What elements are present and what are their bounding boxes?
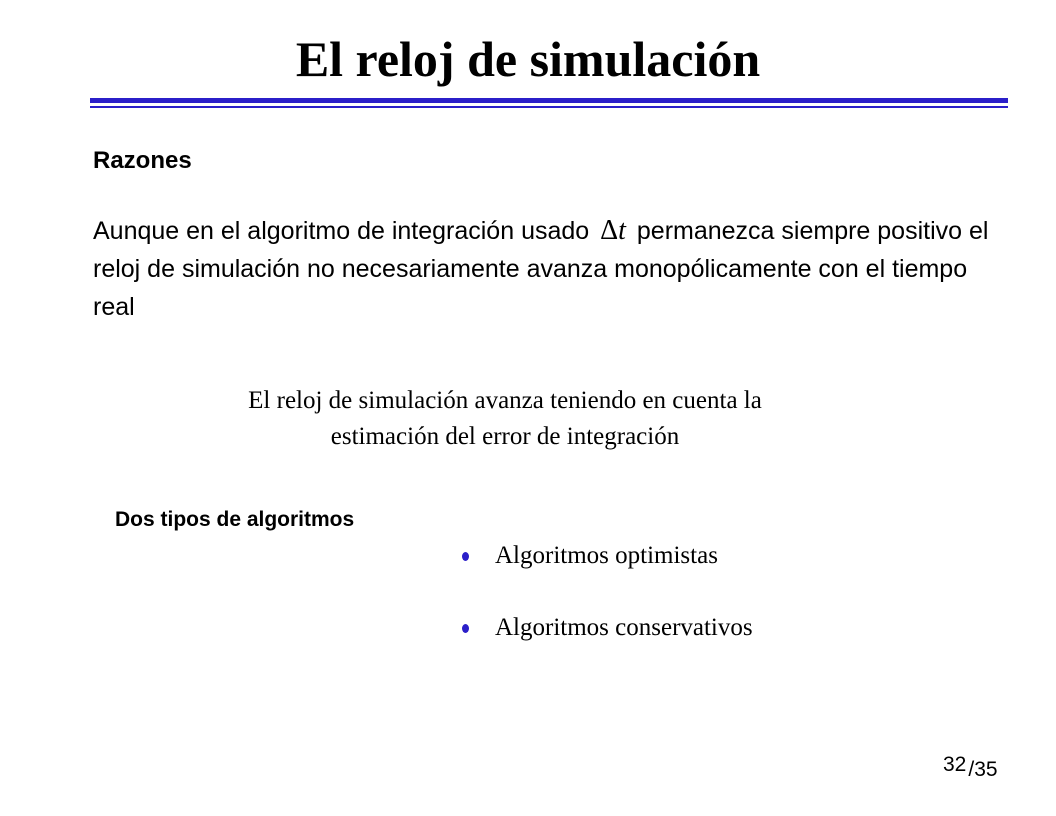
list-item-label: Algoritmos optimistas: [495, 542, 718, 569]
algorithm-list: [462, 538, 753, 646]
page-current: 32: [943, 753, 967, 776]
list-item: [462, 610, 753, 646]
clock-statement-line-1: El reloj de simulación avanza teniendo en cuenta la: [248, 387, 762, 414]
slide-title: El reloj de simulación: [295, 31, 761, 87]
bullet-icon: [462, 624, 469, 633]
page-total: /35: [968, 758, 998, 781]
reasons-paragraph: [93, 212, 993, 326]
reasons-heading: Razones: [93, 147, 192, 174]
clock-statement-line-2: estimación del error de integración: [330, 423, 680, 450]
algorithm-types-heading: Dos tipos de algoritmos: [115, 508, 355, 531]
delta-t-symbol: [596, 215, 630, 246]
title-underline-thick: [90, 98, 1008, 103]
clock-statement: [150, 383, 860, 455]
time-variable: t: [618, 215, 626, 246]
reasons-text-after: permanezca siempre positivo el reloj de simulación no necesariamente avanza monopólicamente con el tiempo real: [93, 217, 989, 321]
list-item-label: Algoritmos conservativos: [495, 614, 753, 641]
title-underline-thin: [90, 106, 1008, 108]
page-number: [943, 752, 998, 783]
delta-symbol: Δ: [600, 215, 619, 246]
reasons-text-before: Aunque en el algoritmo de integración usado: [93, 217, 590, 245]
bullet-icon: [462, 552, 469, 561]
list-item: [462, 538, 753, 574]
